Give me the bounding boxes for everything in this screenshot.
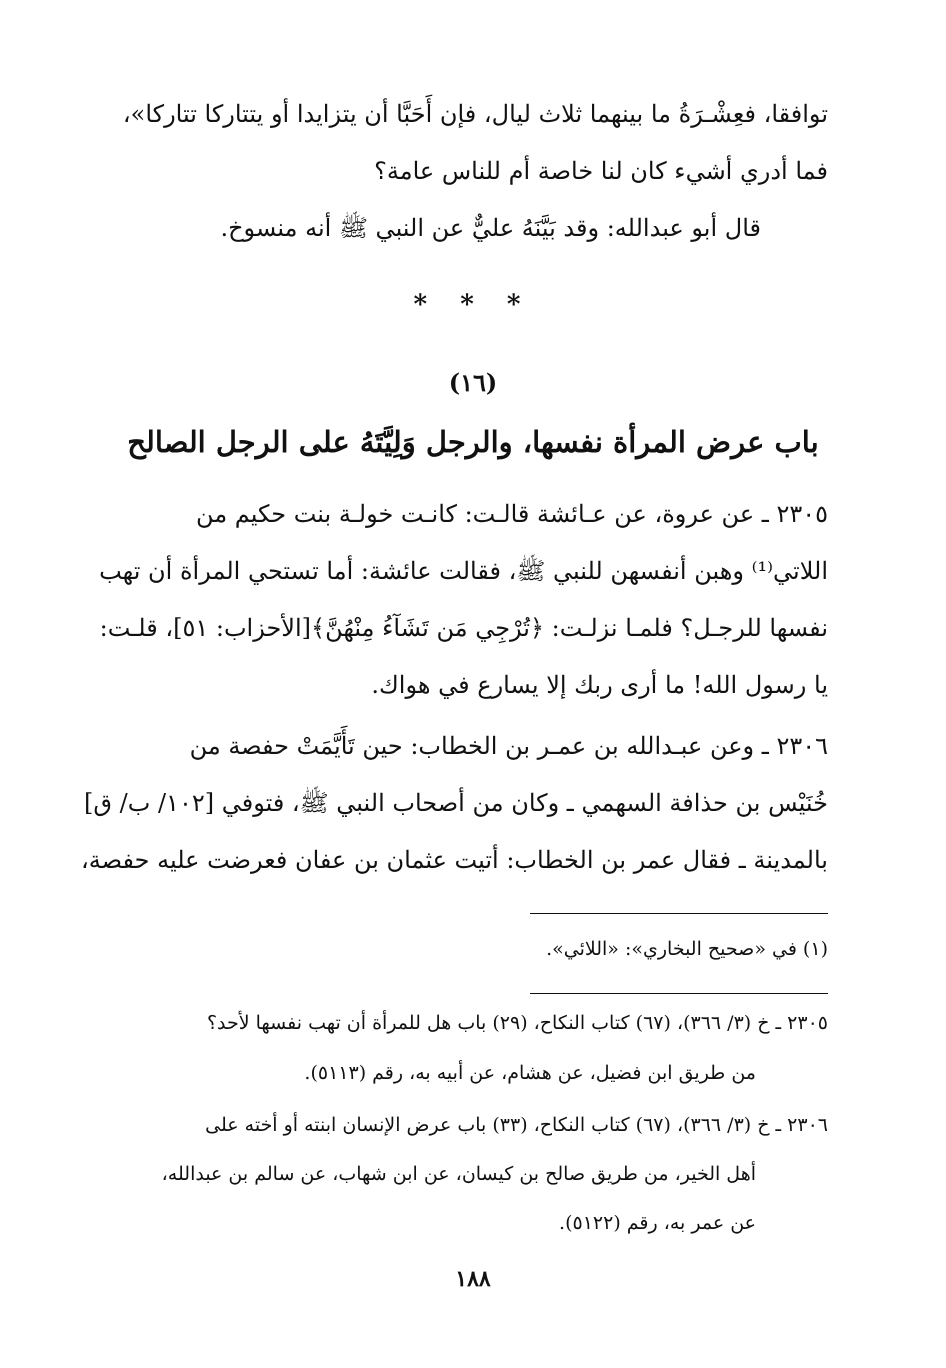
hadith-2305-line-3: نفسها للرجـل؟ فلمـا نزلـت: ﴿تُرْجِي مَن تَشَآءُ مِنْهُنَّ﴾[الأحزاب: ٥١]، قلـت: — [99, 614, 828, 642]
intro-line-3: قال أبو عبدالله: وقد بَيَّنَهُ عليٌّ عن النبي ﷺ أنه منسوخ. — [220, 214, 761, 242]
chapter-number: (١٦) — [448, 368, 498, 397]
section-separator: * * * — [413, 290, 533, 320]
note-2305-line-2: من طريق ابن فضيل، عن هشام، عن أبيه به، رقم (٥١١٣). — [304, 1062, 756, 1084]
note-2306-line-1: ٢٣٠٦ ـ خ (٣/ ٣٦٦)، (٦٧) كتاب النكاح، (٣٣) باب عرض الإنسان ابنته أو أخته على — [205, 1114, 828, 1136]
hadith-2306-line-1: ٢٣٠٦ ـ وعن عبـدالله بن عمـر بن الخطاب: حين تَأَيَّمَتْ حفصة من — [189, 732, 828, 760]
note-2306-line-2: أهل الخير، من طريق صالح بن كيسان، عن ابن شهاب، عن سالم بن عبدالله، — [161, 1163, 756, 1185]
chapter-title: باب عرض المرأة نفسها، والرجل وَلِيَّتَهُ على الرجل الصالح — [127, 425, 819, 459]
note-2306-line-3: عن عمر به، رقم (٥١٢٢). — [559, 1212, 756, 1234]
intro-line-2: فما أدري أشيء كان لنا خاصة أم للناس عامة؟ — [374, 157, 828, 185]
footnote-1: (١) في «صحيح البخاري»: «اللائي». — [546, 938, 828, 960]
hadith-2306-line-2: خُنَيْس بن حذافة السهمي ـ وكان من أصحاب النبي ﷺ، فتوفي [١٠٢/ ب/ ق] — [84, 789, 828, 817]
hadith-2305-line-4: يا رسول الله! ما أرى ربك إلا يسارع في هواك. — [371, 671, 828, 699]
hadith-2305-line-1: ٢٣٠٥ ـ عن عروة، عن عـائشة قالـت: كانـت خولـة بنت حكيم من — [196, 500, 828, 528]
intro-line-1: توافقا، فعِشْـرَةُ ما بينهما ثلاث ليال، فإن أَحَبَّا أن يتزايدا أو يتتاركا تتاركا»، — [122, 100, 828, 128]
footnote-divider — [530, 913, 828, 914]
hadith-2306-line-3: بالمدينة ـ فقال عمر بن الخطاب: أتيت عثمان بن عفان فعرضت عليه حفصة، — [81, 846, 828, 874]
page-number: ١٨٨ — [455, 1266, 491, 1292]
hadith-2305-line-2: اللاتي⁽¹⁾ وهبن أنفسهن للنبي ﷺ، فقالت عائشة: أما تستحي المرأة أن تهب — [99, 557, 828, 585]
note-2305-line-1: ٢٣٠٥ ـ خ (٣/ ٣٦٦)، (٦٧) كتاب النكاح، (٢٩) باب هل للمرأة أن تهب نفسها لأحد؟ — [206, 1012, 828, 1034]
notes-divider — [530, 993, 828, 994]
